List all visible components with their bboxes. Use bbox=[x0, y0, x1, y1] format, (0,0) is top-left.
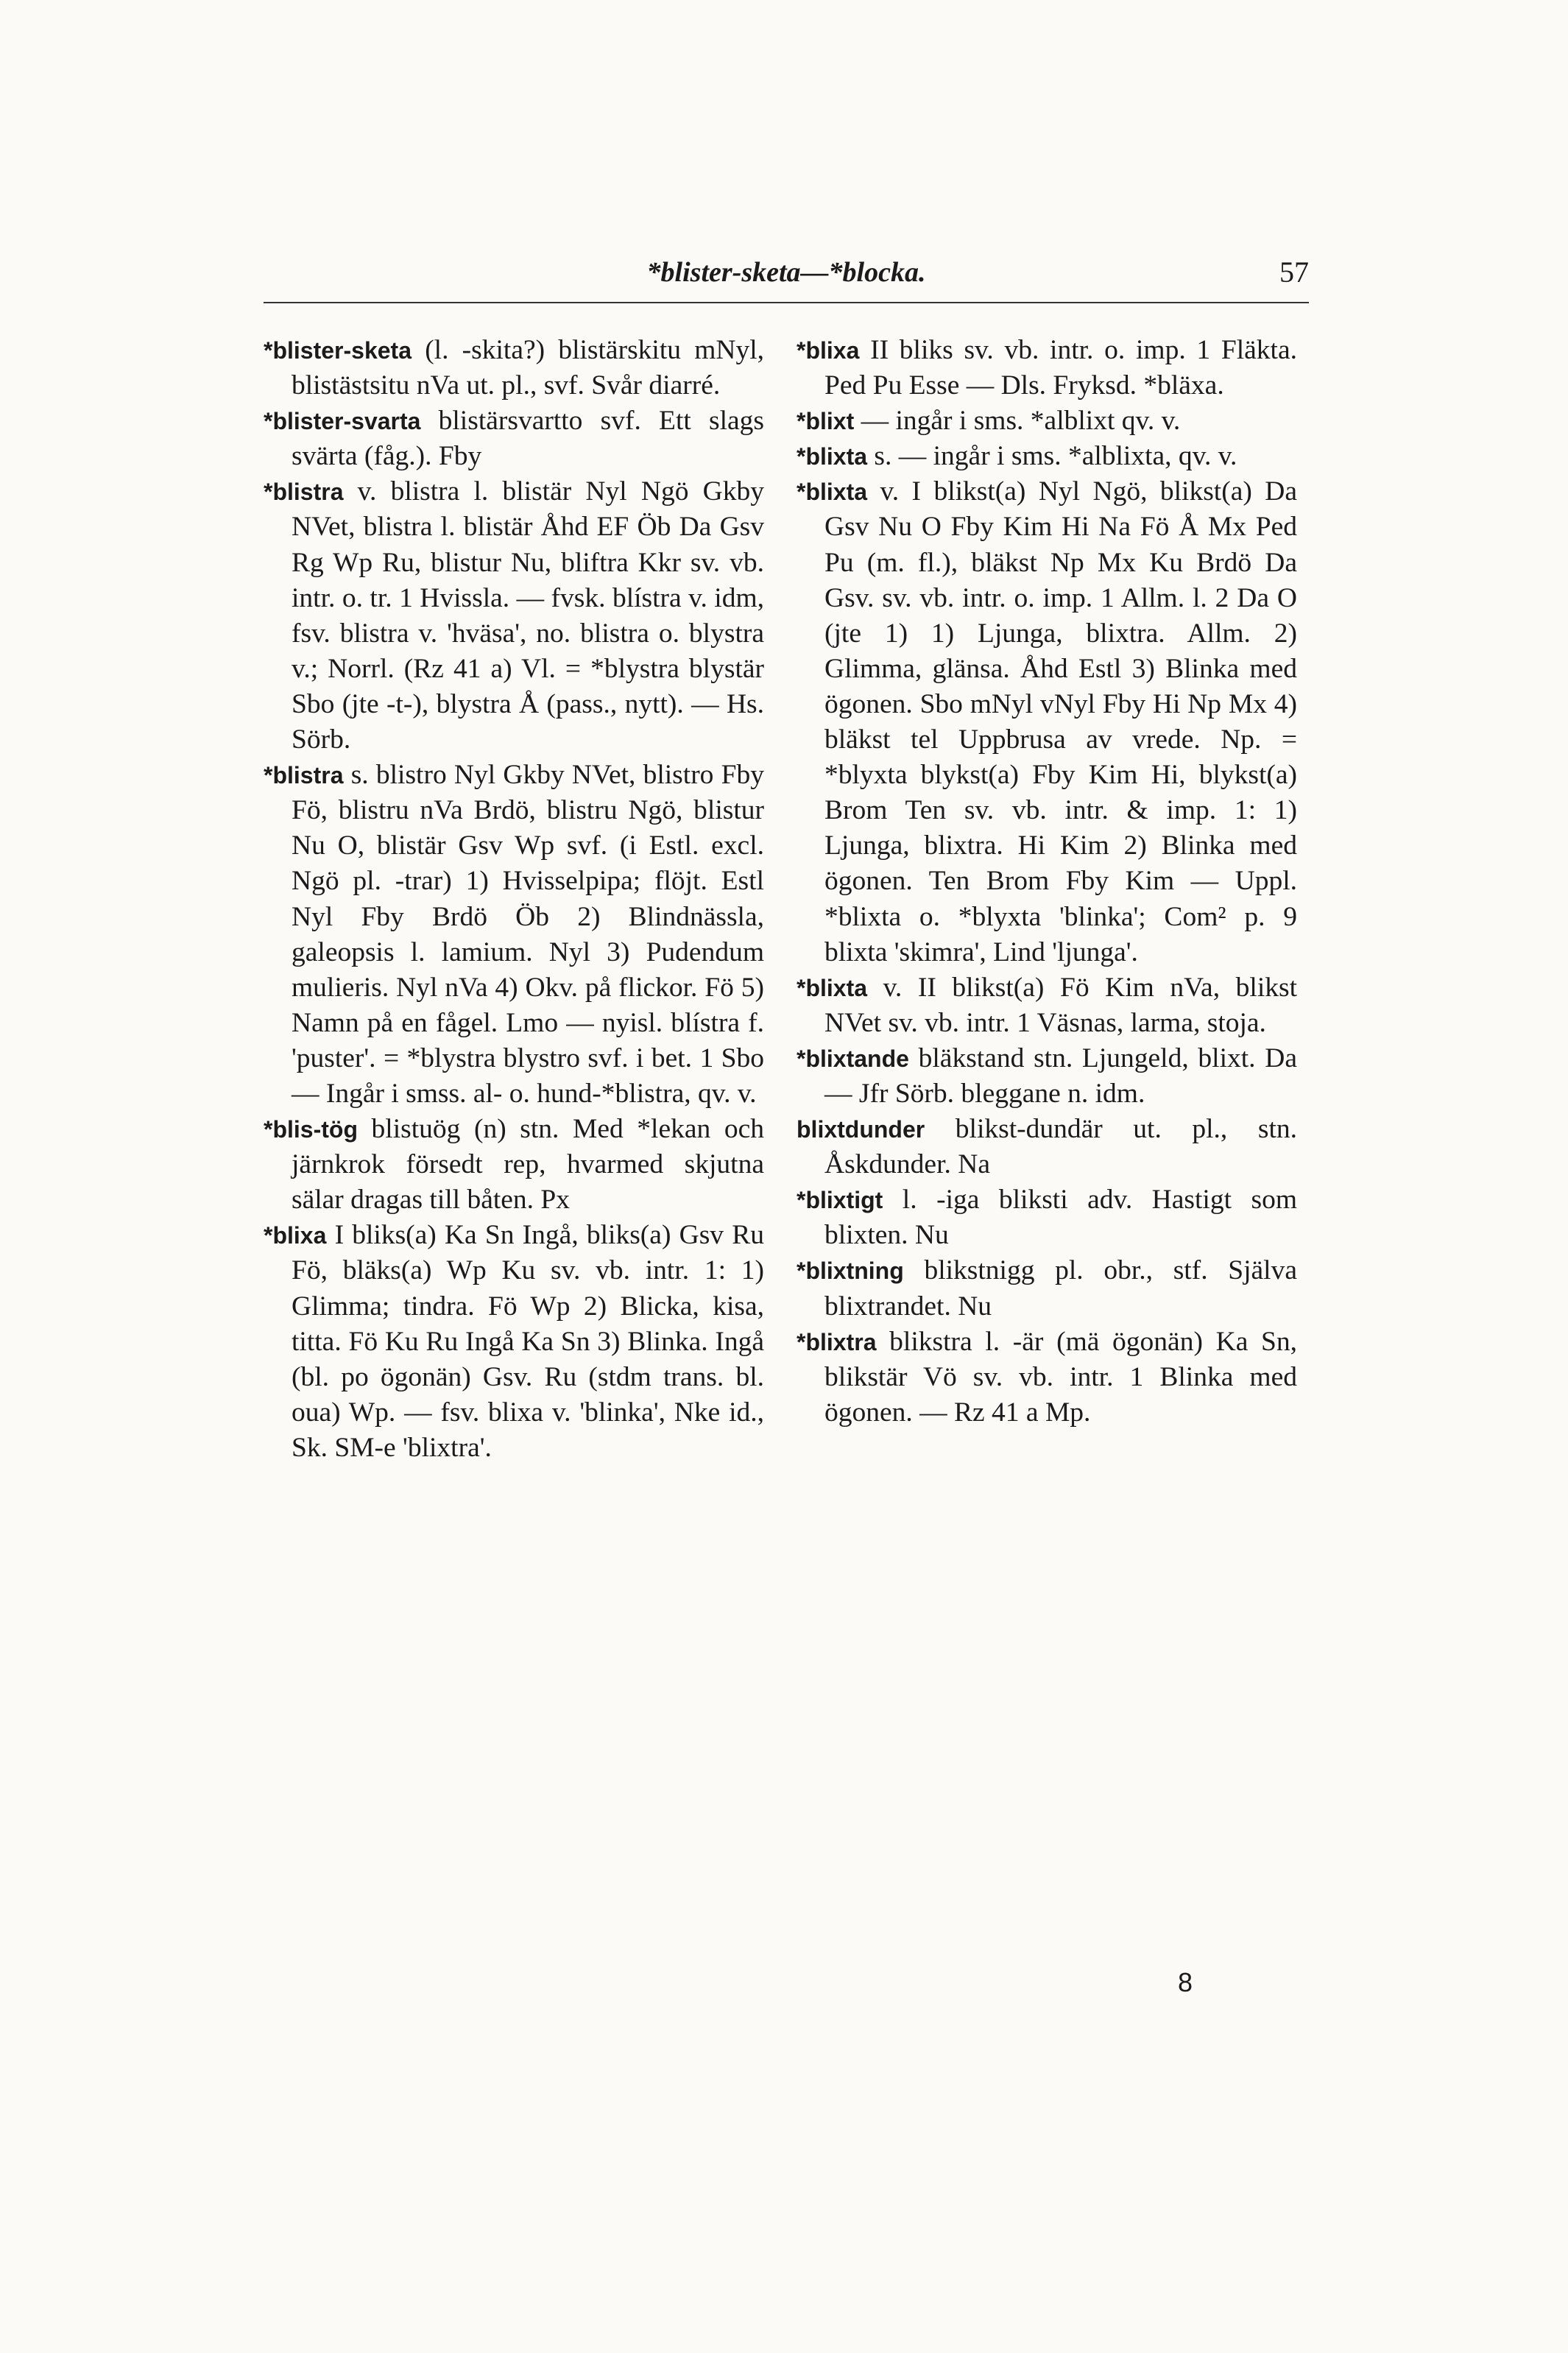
entry-text: blikst-dundär ut. pl., stn. Åskdunder. Na bbox=[824, 1114, 1297, 1180]
entry-text: l. -iga bliksti adv. Hastigt som blixten. Nu bbox=[824, 1185, 1297, 1251]
entry-headword: *blixtning bbox=[797, 1257, 904, 1285]
entry-headword: *blister-svarta bbox=[264, 408, 421, 435]
dictionary-entry bbox=[797, 333, 1297, 403]
dictionary-entry bbox=[264, 474, 764, 758]
entry-headword: *blixta bbox=[797, 443, 868, 470]
entry-text: (l. -skita?) blistärskitu mNyl, blistästsitu nVa ut. pl., svf. Svår diarré. bbox=[292, 335, 764, 401]
entry-headword: *blixt bbox=[797, 408, 855, 435]
entry-text: blikstra l. -är (mä ögonän) Ka Sn, blikstär Vö sv. vb. intr. 1 Blinka med ögonen. — Rz 41 a Mp. bbox=[824, 1326, 1297, 1428]
entry-headword: *blistra bbox=[264, 762, 344, 789]
entry-headword: *blixtande bbox=[797, 1045, 909, 1072]
entry-headword: *blixta bbox=[797, 974, 868, 1001]
dictionary-entry bbox=[264, 333, 764, 403]
dictionary-entry bbox=[264, 403, 764, 474]
entry-text: s. — ingår i sms. *alblixta, qv. v. bbox=[867, 441, 1237, 472]
entry-headword: *blistra bbox=[264, 479, 344, 506]
entry-headword: blixtdunder bbox=[797, 1116, 925, 1143]
dictionary-entry bbox=[797, 1253, 1297, 1324]
dictionary-entry bbox=[797, 1041, 1297, 1112]
page-number: 57 bbox=[1279, 255, 1309, 289]
entry-text: v. blistra l. blistär Nyl Ngö Gkby NVet, blistra l. blistär Åhd EF Öb Da Gsv Rg Wp Ru, blistur Nu, bliftra Kkr sv. vb. intr. o. tr. 1 Hvissla. — fvsk. blístra v. idm, fsv. blistra v. 'hväsa', no. blistra o. blystra v.; Norrl. (Rz 41 a) Vl. = *blystra blystär Sbo (jte -t-), blystra Å (pass., nytt). — Hs. Sörb. bbox=[292, 476, 764, 755]
entry-headword: *blixta bbox=[797, 479, 868, 506]
signature-mark: 8 bbox=[1178, 1967, 1193, 1997]
running-head: *blister-sketa—*blocka. bbox=[646, 257, 926, 288]
entry-text: s. blistro Nyl Gkby NVet, blistro Fby Fö, blistru nVa Brdö, blistru Ngö, blistur Nu O, blistär Gsv Wp svf. (i Estl. excl. Ngö pl. -trar) 1) Hvisselpipa; flöjt. Estl Nyl Fby Brdö Öb 2) Blindnässla, galeopsis l. lamium. Nyl 3) Pudendum mulieris. Nyl nVa 4) Okv. på flickor. Fö 5) Namn på en fågel. Lmo — nyisl. blístra f. 'puster'. = *blystra blystro svf. i bet. 1 Sbo — Ingår i smss. al- o. hund-*blistra, qv. v. bbox=[292, 760, 764, 1109]
entry-headword: *blixtra bbox=[797, 1328, 877, 1355]
entry-text: blistärsvartto svf. Ett slags svärta (fåg.). Fby bbox=[292, 406, 764, 472]
entry-text: blistuög (n) stn. Med *lekan och järnkrok försedt rep, hvarmed skjutna sälar dragas till båten. Px bbox=[292, 1114, 764, 1216]
dictionary-entry bbox=[264, 1218, 764, 1466]
entry-text: II bliks sv. vb. intr. o. imp. 1 Fläkta. Ped Pu Esse — Dls. Fryksd. *bläxa. bbox=[824, 335, 1297, 401]
dictionary-entry bbox=[797, 1112, 1297, 1182]
dictionary-entry bbox=[797, 474, 1297, 970]
dictionary-entry bbox=[797, 439, 1297, 474]
dictionary-entry bbox=[797, 1324, 1297, 1431]
dictionary-entry bbox=[264, 1112, 764, 1218]
entry-text: blikstnigg pl. obr., stf. Själva blixtrandet. Nu bbox=[824, 1255, 1297, 1322]
header-rule bbox=[264, 302, 1309, 303]
dictionary-entry bbox=[797, 403, 1297, 439]
entry-text: bläkstand stn. Ljungeld, blixt. Da — Jfr Sörb. bleggane n. idm. bbox=[824, 1043, 1297, 1109]
dictionary-entry bbox=[797, 970, 1297, 1041]
entry-text: v. II blikst(a) Fö Kim nVa, blikst NVet sv. vb. intr. 1 Väsnas, larma, stoja. bbox=[824, 972, 1297, 1038]
entry-text: — ingår i sms. *alblixt qv. v. bbox=[854, 406, 1181, 437]
entry-text: I bliks(a) Ka Sn Ingå, bliks(a) Gsv Ru Fö, bläks(a) Wp Ku sv. vb. intr. 1: 1) Glimma; tindra. Fö Wp 2) Blicka, kisa, titta. Fö Ku Ru Ingå Ka Sn 3) Blinka. Ingå (bl. po ögonän) Gsv. Ru (stdm trans. bl. oua) Wp. — fsv. blixa v. 'blinka', Nke id., Sk. SM-e 'blixtra'. bbox=[292, 1220, 764, 1463]
entry-headword: *blis-tög bbox=[264, 1116, 358, 1143]
dictionary-entry bbox=[797, 1182, 1297, 1253]
entry-headword: *blixa bbox=[264, 1222, 327, 1249]
entry-headword: *blixa bbox=[797, 337, 860, 364]
right-column bbox=[797, 333, 1297, 1431]
entry-text: v. I blikst(a) Nyl Ngö, blikst(a) Da Gsv Nu O Fby Kim Hi Na Fö Å Mx Ped Pu (m. fl.), bläkst Np Mx Ku Brdö Da Gsv. sv. vb. intr. o. imp. 1 Allm. l. 2 Da O (jte 1) 1) Ljunga, blixtra. Allm. 2) Glimma, glänsa. Åhd Estl 3) Blinka med ögonen. Sbo mNyl vNyl Fby Hi Np Mx 4) bläkst tel Uppbrusa av vrede. Np. = *blyxta blykst(a) Fby Kim Hi, blykst(a) Brom Ten sv. vb. intr. & imp. 1: 1) Ljunga, blixtra. Hi Kim 2) Blinka med ögonen. Ten Brom Fby Kim — Uppl. *blixta o. *blyxta 'blinka'; Com² p. 9 blixta 'skimra', Lind 'ljunga'. bbox=[824, 476, 1297, 967]
entry-headword: *blister-sketa bbox=[264, 337, 412, 364]
entry-headword: *blixtigt bbox=[797, 1187, 883, 1214]
dictionary-entry bbox=[264, 758, 764, 1112]
left-column bbox=[264, 333, 764, 1466]
page-header bbox=[264, 252, 1309, 296]
